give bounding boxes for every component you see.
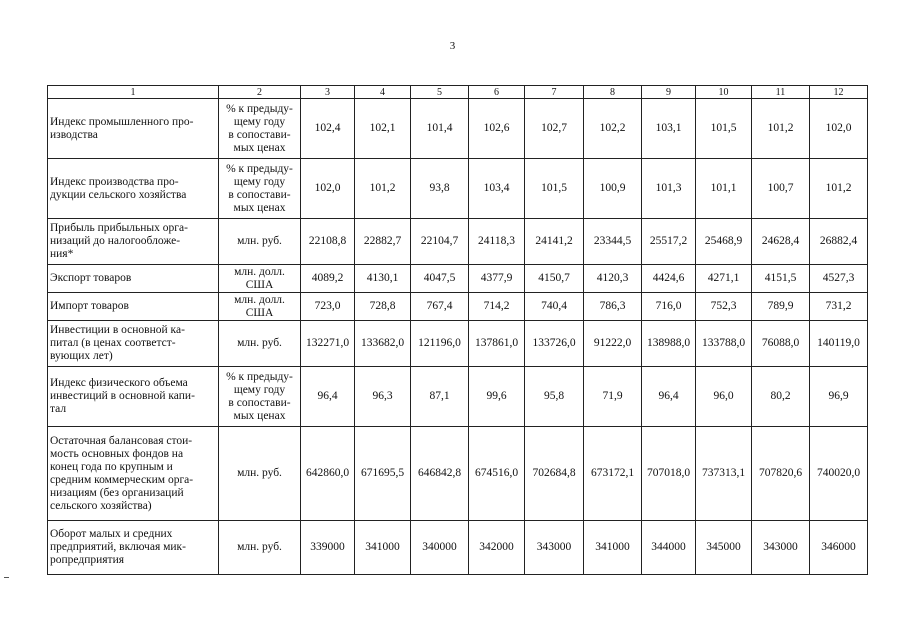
value-cell: 740020,0	[810, 427, 868, 521]
indicator-name: Индекс промышленного про- изводства	[48, 99, 219, 159]
table-row	[48, 321, 868, 367]
value-cell: 767,4	[411, 293, 469, 321]
value-cell: 102,6	[469, 99, 525, 159]
value-cell: 80,2	[752, 367, 810, 427]
value-cell: 24118,3	[469, 219, 525, 265]
value-cell: 103,4	[469, 159, 525, 219]
unit-cell: млн. руб.	[219, 219, 301, 265]
column-number: 2	[219, 86, 301, 99]
table-row	[48, 265, 868, 293]
value-cell: 4047,5	[411, 265, 469, 293]
indicator-name: Индекс производства про- дукции сельского хозяйства	[48, 159, 219, 219]
value-cell: 102,7	[525, 99, 584, 159]
indicator-name: Остаточная балансовая стои- мость основных фондов на конец года по крупным и средним коммерческим орга- низациям (без организаций сельского хозяйства)	[48, 427, 219, 521]
value-cell: 346000	[810, 521, 868, 575]
column-number: 5	[411, 86, 469, 99]
value-cell: 674516,0	[469, 427, 525, 521]
value-cell: 4377,9	[469, 265, 525, 293]
value-cell: 673172,1	[584, 427, 642, 521]
value-cell: 789,9	[752, 293, 810, 321]
column-number: 8	[584, 86, 642, 99]
indicator-name: Индекс физического объема инвестиций в основной капи- тал	[48, 367, 219, 427]
value-cell: 23344,5	[584, 219, 642, 265]
table-row	[48, 427, 868, 521]
value-cell: 96,4	[301, 367, 355, 427]
value-cell: 343000	[525, 521, 584, 575]
value-cell: 140119,0	[810, 321, 868, 367]
value-cell: 731,2	[810, 293, 868, 321]
value-cell: 101,3	[642, 159, 696, 219]
value-cell: 714,2	[469, 293, 525, 321]
value-cell: 96,4	[642, 367, 696, 427]
table-row	[48, 99, 868, 159]
value-cell: 728,8	[355, 293, 411, 321]
value-cell: 4130,1	[355, 265, 411, 293]
margin-mark	[4, 577, 9, 578]
table-row	[48, 367, 868, 427]
value-cell: 102,2	[584, 99, 642, 159]
value-cell: 4424,6	[642, 265, 696, 293]
page-number: 3	[449, 40, 456, 52]
value-cell: 345000	[696, 521, 752, 575]
column-number: 6	[469, 86, 525, 99]
value-cell: 344000	[642, 521, 696, 575]
indicator-name: Оборот малых и средних предприятий, включая мик- ропредприятия	[48, 521, 219, 575]
table-row	[48, 219, 868, 265]
column-number: 11	[752, 86, 810, 99]
value-cell: 132271,0	[301, 321, 355, 367]
value-cell: 26882,4	[810, 219, 868, 265]
value-cell: 25517,2	[642, 219, 696, 265]
value-cell: 91222,0	[584, 321, 642, 367]
column-number: 12	[810, 86, 868, 99]
statistics-table	[47, 85, 868, 575]
unit-cell: % к предыду- щему году в сопостави- мых ценах	[219, 367, 301, 427]
value-cell: 100,7	[752, 159, 810, 219]
value-cell: 22104,7	[411, 219, 469, 265]
value-cell: 702684,8	[525, 427, 584, 521]
value-cell: 96,9	[810, 367, 868, 427]
value-cell: 737313,1	[696, 427, 752, 521]
value-cell: 740,4	[525, 293, 584, 321]
column-number: 9	[642, 86, 696, 99]
value-cell: 4150,7	[525, 265, 584, 293]
column-number: 1	[48, 86, 219, 99]
value-cell: 100,9	[584, 159, 642, 219]
table-row	[48, 293, 868, 321]
unit-cell: млн. руб.	[219, 321, 301, 367]
value-cell: 22108,8	[301, 219, 355, 265]
value-cell: 786,3	[584, 293, 642, 321]
column-number-row	[48, 86, 868, 99]
value-cell: 24141,2	[525, 219, 584, 265]
value-cell: 642860,0	[301, 427, 355, 521]
value-cell: 671695,5	[355, 427, 411, 521]
value-cell: 4151,5	[752, 265, 810, 293]
value-cell: 133682,0	[355, 321, 411, 367]
indicator-name: Экспорт товаров	[48, 265, 219, 293]
value-cell: 723,0	[301, 293, 355, 321]
value-cell: 101,1	[696, 159, 752, 219]
unit-cell: млн. руб.	[219, 521, 301, 575]
value-cell: 121196,0	[411, 321, 469, 367]
value-cell: 96,0	[696, 367, 752, 427]
value-cell: 101,2	[355, 159, 411, 219]
value-cell: 133788,0	[696, 321, 752, 367]
value-cell: 101,2	[752, 99, 810, 159]
value-cell: 24628,4	[752, 219, 810, 265]
value-cell: 341000	[355, 521, 411, 575]
table-row	[48, 159, 868, 219]
value-cell: 102,4	[301, 99, 355, 159]
unit-cell: млн. долл. США	[219, 265, 301, 293]
value-cell: 96,3	[355, 367, 411, 427]
indicator-name: Импорт товаров	[48, 293, 219, 321]
indicator-name: Прибыль прибыльных орга- низаций до налогообложе- ния*	[48, 219, 219, 265]
unit-cell: % к предыду- щему году в сопостави- мых ценах	[219, 159, 301, 219]
value-cell: 87,1	[411, 367, 469, 427]
value-cell: 716,0	[642, 293, 696, 321]
value-cell: 339000	[301, 521, 355, 575]
value-cell: 101,5	[696, 99, 752, 159]
column-number: 7	[525, 86, 584, 99]
value-cell: 25468,9	[696, 219, 752, 265]
value-cell: 4271,1	[696, 265, 752, 293]
value-cell: 646842,8	[411, 427, 469, 521]
value-cell: 341000	[584, 521, 642, 575]
value-cell: 137861,0	[469, 321, 525, 367]
value-cell: 133726,0	[525, 321, 584, 367]
value-cell: 138988,0	[642, 321, 696, 367]
column-number: 3	[301, 86, 355, 99]
value-cell: 93,8	[411, 159, 469, 219]
unit-cell: млн. руб.	[219, 427, 301, 521]
value-cell: 101,5	[525, 159, 584, 219]
value-cell: 22882,7	[355, 219, 411, 265]
column-number: 10	[696, 86, 752, 99]
unit-cell: % к предыду- щему году в сопостави- мых ценах	[219, 99, 301, 159]
value-cell: 103,1	[642, 99, 696, 159]
value-cell: 4527,3	[810, 265, 868, 293]
value-cell: 76088,0	[752, 321, 810, 367]
value-cell: 95,8	[525, 367, 584, 427]
value-cell: 340000	[411, 521, 469, 575]
value-cell: 4120,3	[584, 265, 642, 293]
value-cell: 707820,6	[752, 427, 810, 521]
value-cell: 101,4	[411, 99, 469, 159]
value-cell: 752,3	[696, 293, 752, 321]
value-cell: 102,0	[301, 159, 355, 219]
value-cell: 99,6	[469, 367, 525, 427]
column-number: 4	[355, 86, 411, 99]
value-cell: 343000	[752, 521, 810, 575]
unit-cell: млн. долл. США	[219, 293, 301, 321]
value-cell: 707018,0	[642, 427, 696, 521]
value-cell: 102,1	[355, 99, 411, 159]
value-cell: 71,9	[584, 367, 642, 427]
indicator-name: Инвестиции в основной ка- питал (в ценах соответст- вующих лет)	[48, 321, 219, 367]
table-row	[48, 521, 868, 575]
value-cell: 342000	[469, 521, 525, 575]
value-cell: 102,0	[810, 99, 868, 159]
value-cell: 4089,2	[301, 265, 355, 293]
value-cell: 101,2	[810, 159, 868, 219]
